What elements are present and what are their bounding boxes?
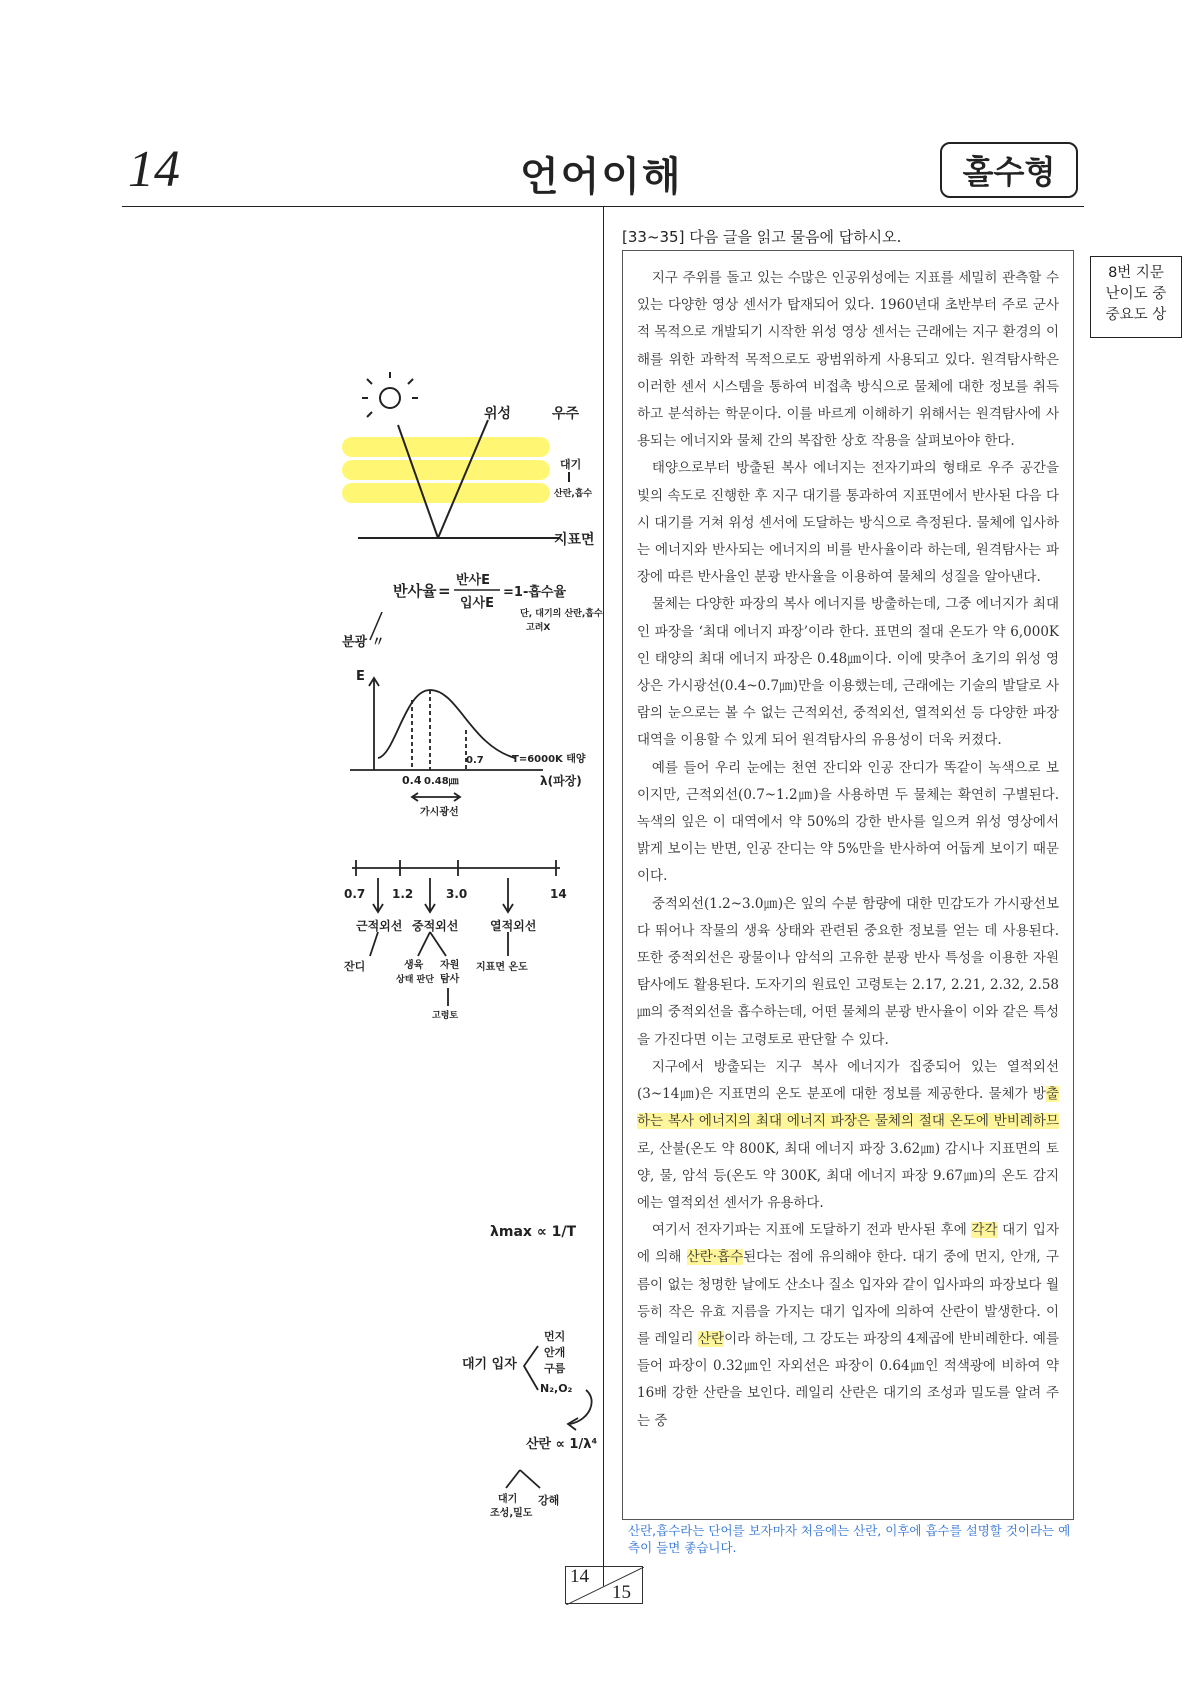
sun-icon [362, 372, 418, 417]
note-lambda-04: 0.4 [402, 774, 422, 787]
paragraph-7-text-a: 여기서 전자기파는 지표에 도달하기 전과 반사된 후에 [651, 1222, 972, 1239]
paragraph-2: 태양으로부터 방출된 복사 에너지는 전자기파의 형태로 우주 공간을 빛의 속도로 진행한 후 지구 대기를 통과하여 지표면에서 반사된 다음 다시 대기를 거쳐 위성 센서에 도달하는 방식으로 측정된다. 물체에 입사하는 에너지와 반사되는 에너지의 비를 반사율이라 하는데, 원격탐사는 파장에 따른 반사율인 분광 반사율을 이용하여 물체의 성질을 알아낸다. [637, 460, 1059, 586]
note-intensity: 강해 [538, 1494, 560, 1507]
atmosphere-band-2 [342, 460, 550, 480]
paragraph-6-text-a: 지구에서 방출되는 지구 복사 에너지가 집중되어 있는 열적외선(3~14㎛)은 지표면의 온도 분포에 대한 정보를 제공한다. 물체가 방 [637, 1058, 1059, 1103]
paragraph-4: 예를 들어 우리 눈에는 천연 잔디와 인공 잔디가 똑같이 녹색으로 보이지만, 근적외선(0.7~1.2㎛)을 사용하면 두 물체는 확연히 구별된다. 녹색의 잎은 이 대역에서 약 50%의 강한 반사를 일으켜 위성 영상에서 밝게 보이는 반면, 인공 잔디는 약 5%만을 반사하여 어둡게 보이기 때문이다. [637, 759, 1059, 885]
note-lambda-max: λmax ∝ 1/T [490, 1224, 577, 1240]
column-divider [603, 206, 604, 1586]
note-grass: 잔디 [344, 960, 366, 973]
atmosphere-band-3 [342, 483, 550, 503]
note-satellite: 위성 [484, 406, 512, 422]
question-instruction: [33~35] 다음 글을 읽고 물음에 답하시오. [622, 228, 902, 246]
page-number: 14 [128, 141, 180, 198]
note-kaolin: 고령토 [432, 1011, 459, 1021]
page-left-number: 14 [570, 1566, 589, 1587]
paragraph-5: 중적외선(1.2~3.0㎛)은 잎의 수분 함량에 대한 민감도가 가시광선보다 뛰어나 작물의 생육 상태와 관련된 중요한 정보를 얻는 데 사용된다. 또한 중적외선은 광물이나 암석의 고유한 분광 반사 특성을 이용한 자원 탐사에도 활용된다. 도자기의 원료인 고령토는 2.17, 2.21, 2.32, 2.58㎛의 중적외선을 흡수하는데, 어떤 물체의 분광 반사율이 이와 같은 특성을 가진다면 이는 고령토로 판단할 수 있다. [637, 895, 1059, 1048]
note-thermal-ir: 열적외선 [490, 919, 537, 933]
note-tick-07: 0.7 [344, 887, 366, 901]
note-atmosphere: 대기 [560, 458, 582, 471]
note-lambda-048: 0.48㎛ [424, 776, 459, 787]
note-tick-14: 14 [550, 887, 567, 901]
note-one-minus: =1-흡수율 [503, 585, 567, 600]
note-ground: 지표면 [554, 532, 595, 548]
note-x-label: λ(파장) [540, 774, 582, 788]
note-growth-2: 상태 판단 [396, 975, 434, 985]
note-n2o2: N₂,O₂ [540, 1382, 573, 1395]
paragraph-6 [637, 1054, 1059, 1217]
note-line: 중요도 상 [1105, 307, 1167, 323]
paragraph-1: 지구 주위를 돌고 있는 수많은 인공위성에는 지표를 세밀히 관측할 수 있는 다양한 영상 센서가 탑재되어 있다. 1960년대 초반부터 주로 군사적 목적으로 개발되기 시작한 위성 영상 센서는 근래에는 지구 환경의 이해를 위한 과학적 목적으로도 광범위하게 사용되고 있다. 원격탐사학은 이러한 센서 시스템을 통하여 비접촉 방식으로 물체에 대한 정보를 취득하고 분석하는 학문이다. 이를 바르게 이해하기 위해서는 원격탐사에 사용되는 에너지와 물체 간의 복잡한 상호 작용을 살펴보아야 한다. [637, 270, 1059, 450]
note-near-ir: 근적외선 [356, 919, 403, 933]
note-cloud: 구름 [544, 1362, 566, 1375]
highlight-each: 각각 [971, 1222, 998, 1239]
difficulty-note [1090, 256, 1182, 338]
handwritten-notes [0, 0, 603, 1560]
note-condition-2: 고려X [526, 623, 551, 633]
paragraph-7-text-d: 이라 하는데, 그 강도는 파장의 4제곱에 반비례한다. 예를 들어 파장이 0.32㎛인 자외선은 파장이 0.64㎛인 적색광에 비하여 약 16배 강한 산란을 보인다. 레일리 산란은 대기의 조성과 밀도를 알려 주는 중 [637, 1330, 1059, 1429]
note-fog: 안개 [544, 1346, 566, 1359]
note-surface-temp: 지표면 온도 [476, 962, 528, 973]
note-axis-e: E [356, 669, 365, 684]
page-right-number: 15 [612, 1582, 631, 1603]
page-title: 언어이해 [520, 154, 683, 200]
svg-text:=: = [438, 582, 451, 600]
note-line: 8번 지문 [1108, 265, 1164, 281]
highlight-lambda-max: 출하는 복사 에너지의 최대 에너지 파장은 물체의 절대 온도에 반비례하므 [637, 1086, 1059, 1130]
note-space: 우주 [552, 406, 580, 422]
paragraph-6-text-b: 로, 산불(온도 약 800K, 최대 에너지 파장 3.62㎛) 감시나 지표면의 토양, 물, 암석 등(온도 약 300K, 최대 에너지 파장 9.67㎛)의 온도 감지에는 열적외선 센서가 유용하다. [637, 1140, 1059, 1211]
paragraph-3: 물체는 다양한 파장의 복사 에너지를 방출하는데, 그중 에너지가 최대인 파장을 ‘최대 에너지 파장’이라 한다. 표면의 절대 온도가 약 6,000K인 태양의 최대 에너지 파장은 0.48㎛이다. 이에 맞추어 초기의 위성 영상은 가시광선(0.4~0.7㎛)만을 이용했는데, 근래에는 기술의 발달로 사람의 눈으로는 볼 수 없는 근적외선, 중적외선, 열적외선 등 다양한 파장 대역을 이용할 수 있게 되어 원격탐사의 유용성이 더욱 커졌다. [637, 596, 1059, 749]
tutor-comment: 산란,흡수라는 단어를 보자마자 처음에는 산란, 이후에 흡수를 설명할 것이라는 예측이 들면 좋습니다. [628, 1523, 1071, 1555]
note-resource-1: 자원 [440, 960, 460, 971]
note-tick-12: 1.2 [392, 887, 414, 901]
passage-text [637, 265, 1059, 1435]
note-t-label: T=6000K 태양 [512, 754, 586, 765]
note-reflectance: 반사율 [393, 582, 437, 600]
note-comp-density-1: 대기 [498, 1494, 518, 1505]
highlight-scatter: 산란 [697, 1330, 725, 1347]
note-mid-ir: 중적외선 [412, 919, 459, 933]
paragraph-7 [637, 1217, 1059, 1435]
highlight-scatter-absorb: 산란·흡수 [686, 1249, 744, 1266]
note-reflected-e: 반사E [456, 573, 490, 588]
note-scatter-prop: 산란 ∝ 1/λ⁴ [526, 1437, 598, 1452]
note-condition-1: 단, 대기의 산란,흡수 [520, 609, 603, 619]
note-visible: 가시광선 [420, 807, 459, 818]
note-spectral: 분광 〃 [342, 635, 385, 650]
paragraph-7-text-c: 된다는 점에 유의해야 한다. 대기 중에 먼지, 안개, 구름이 없는 청명한 날에도 산소나 질소 입자와 같이 입사파의 파장보다 월등히 작은 유효 지름을 가지는 대기 입자에 의하여 산란이 발생한다. 이를 레일리 [637, 1249, 1059, 1347]
note-growth-1: 생육 [404, 960, 424, 971]
note-lambda-07: 0.7 [466, 755, 484, 766]
paragraph-7-text-b: 대기 입자에 의해 [637, 1222, 1059, 1266]
note-incident-e: 입사E [460, 596, 494, 611]
note-tick-30: 3.0 [446, 887, 468, 901]
type-badge: 홀수형 [940, 142, 1078, 198]
note-line: 난이도 중 [1105, 286, 1167, 302]
note-comp-density-2: 조성,밀도 [490, 1508, 533, 1519]
passage-box [622, 250, 1074, 1520]
note-particle: 대기 입자 [462, 1357, 517, 1372]
note-scatter-absorb: 산란,흡수 [554, 489, 593, 499]
note-dust: 먼지 [544, 1330, 566, 1343]
note-resource-2: 탐사 [440, 974, 460, 985]
atmosphere-band-1 [342, 437, 550, 457]
